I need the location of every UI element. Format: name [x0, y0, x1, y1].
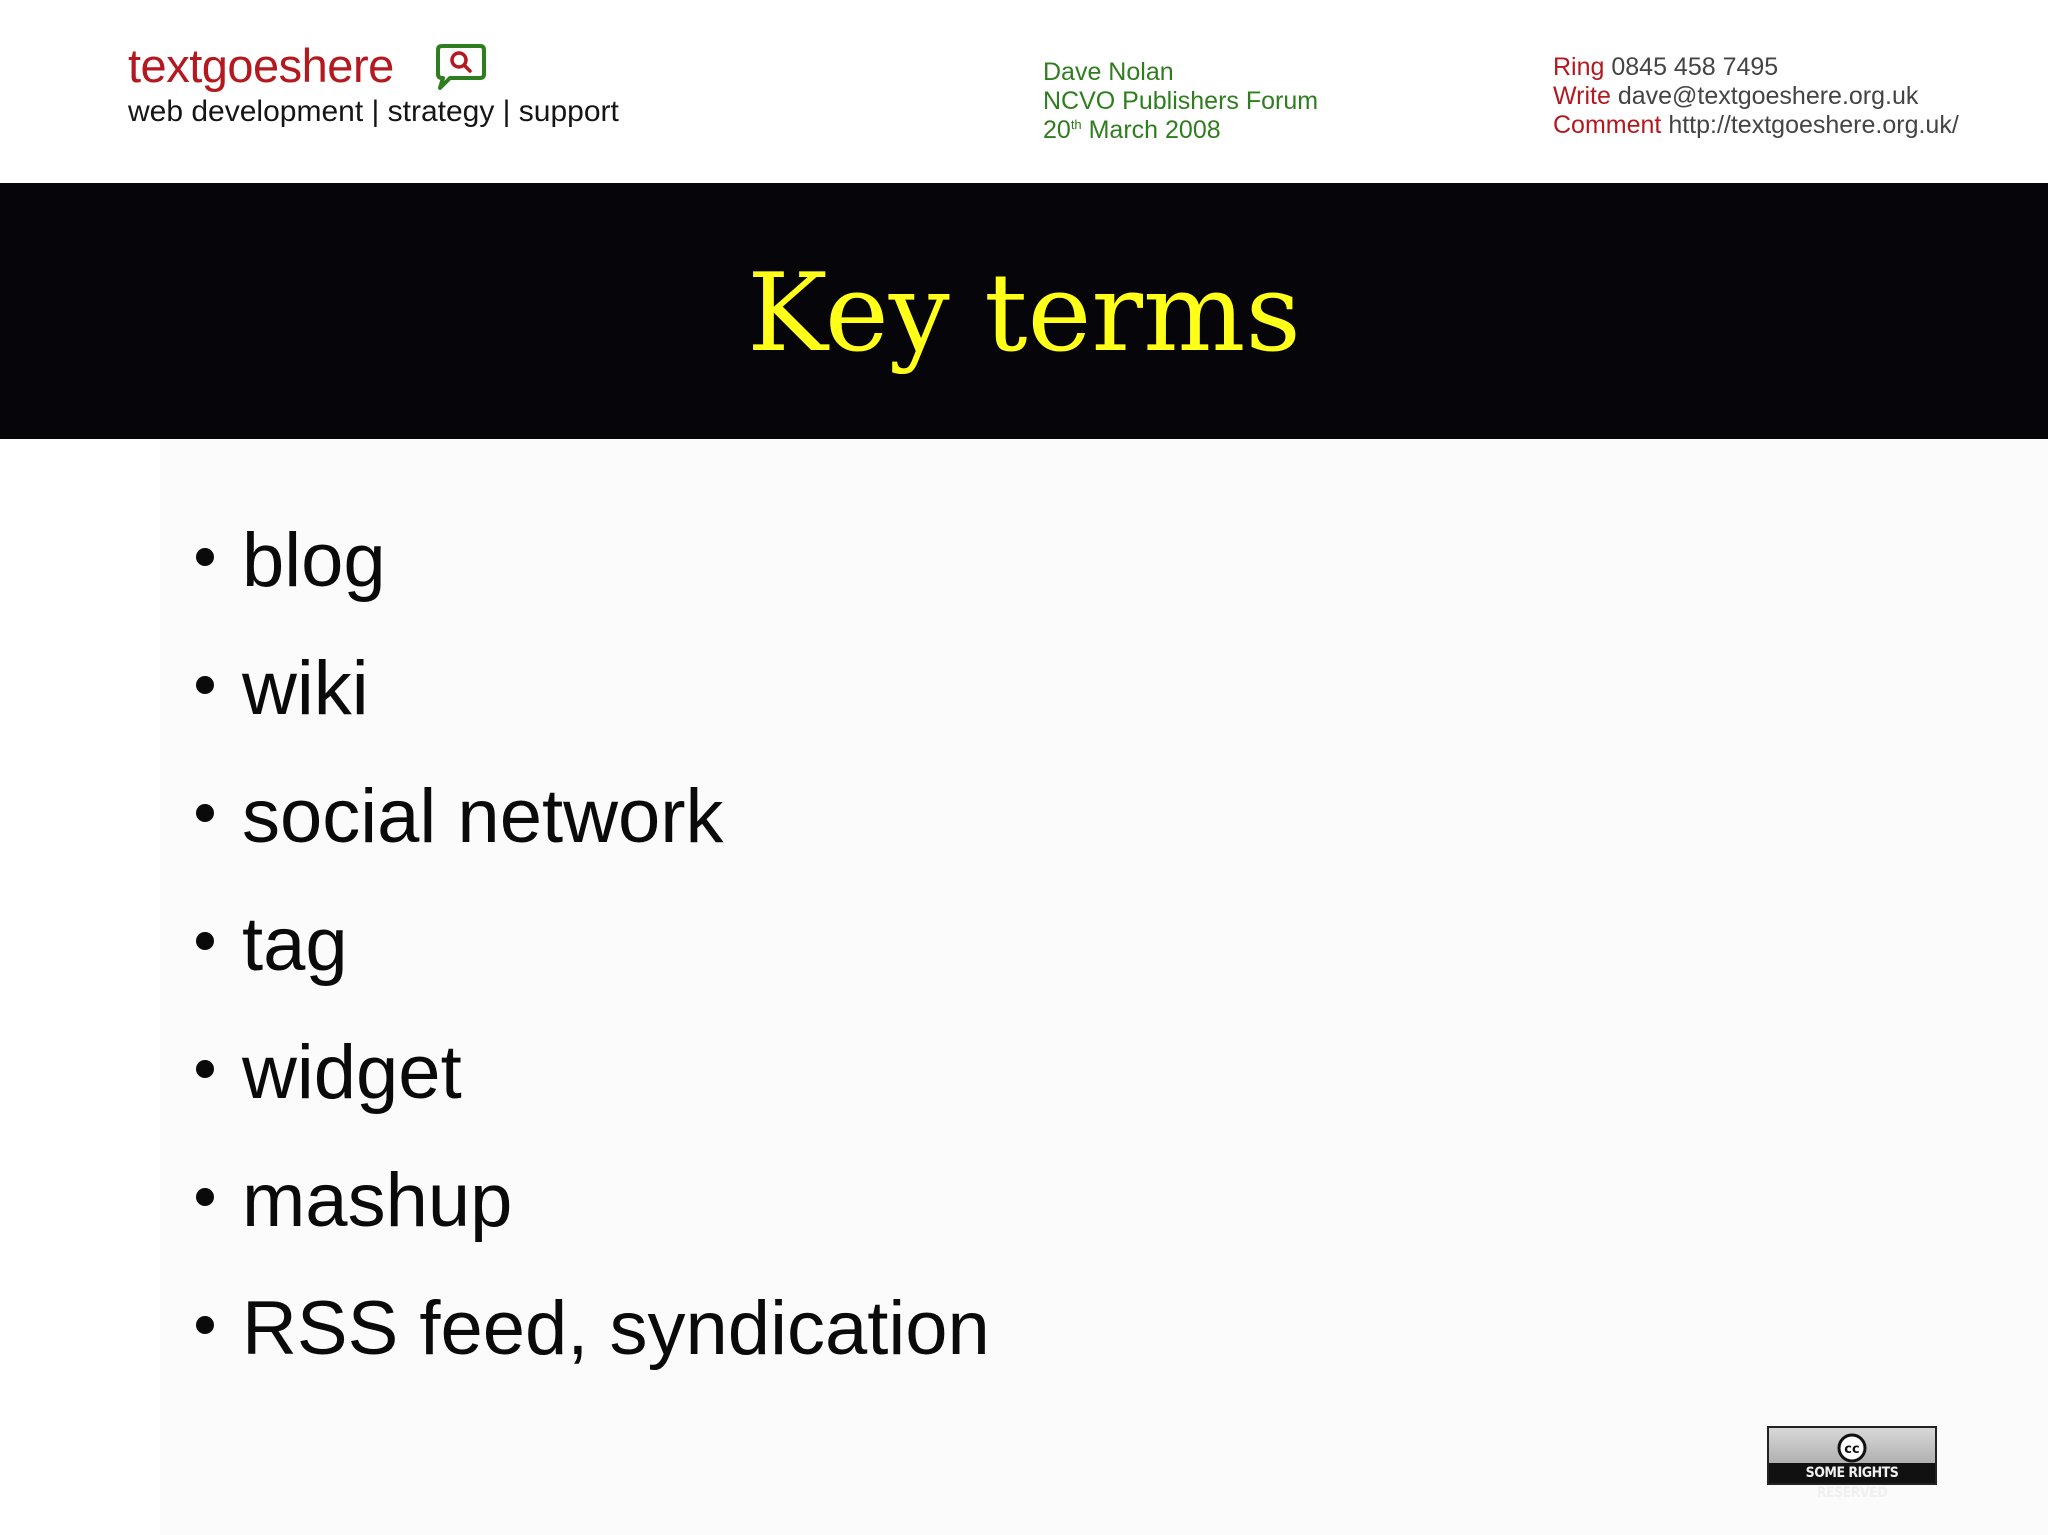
contact-email-value[interactable]: dave@textgoeshere.org.uk	[1617, 82, 1919, 110]
date-rest: March 2008	[1081, 116, 1221, 144]
contact-phone	[1553, 53, 1959, 82]
speech-bubble-search-icon	[432, 42, 488, 92]
list-item-text: tag	[242, 902, 348, 987]
list-item-text: RSS feed, syndication	[242, 1286, 990, 1371]
list-item-text: mashup	[242, 1158, 513, 1243]
slide-header	[0, 0, 2048, 183]
date-suffix: th	[1070, 117, 1082, 132]
bullet-icon	[196, 1188, 214, 1206]
creative-commons-badge[interactable]	[1767, 1426, 1937, 1501]
license-text: SOME RIGHTS RESERVED	[1769, 1463, 1935, 1483]
brand-name: textgoeshere	[128, 39, 394, 92]
presenter-date	[1043, 116, 1318, 145]
creative-commons-icon	[1836, 1432, 1868, 1464]
presenter-event: NCVO Publishers Forum	[1043, 87, 1319, 115]
date-day: 20	[1043, 116, 1071, 144]
bullet-icon	[196, 1060, 214, 1078]
contact-url-value[interactable]: http://textgoeshere.org.uk/	[1668, 111, 1959, 139]
presenter-info	[1043, 58, 1318, 145]
list-item-text: social network	[242, 774, 724, 859]
contact-info	[1553, 53, 1959, 140]
list-item-text: widget	[242, 1030, 462, 1115]
contact-email	[1553, 82, 1959, 111]
list-item-text: blog	[242, 518, 386, 603]
bullet-icon	[196, 932, 214, 950]
brand-block	[128, 39, 619, 128]
slide-title: Key terms	[747, 251, 1301, 376]
contact-email-label: Write	[1553, 82, 1611, 110]
bullet-icon	[196, 676, 214, 694]
brand-tagline: web development | strategy | support	[128, 95, 619, 128]
contact-phone-value: 0845 458 7495	[1611, 53, 1779, 81]
list-item-text: wiki	[242, 646, 369, 731]
presenter-name: Dave Nolan	[1043, 58, 1174, 86]
contact-url	[1553, 111, 1959, 140]
bullet-icon	[196, 548, 214, 566]
bullet-icon	[196, 1316, 214, 1334]
bullet-icon	[196, 804, 214, 822]
contact-phone-label: Ring	[1553, 53, 1605, 81]
contact-url-label: Comment	[1553, 111, 1662, 139]
svg-text:cc: cc	[1844, 1442, 1860, 1457]
